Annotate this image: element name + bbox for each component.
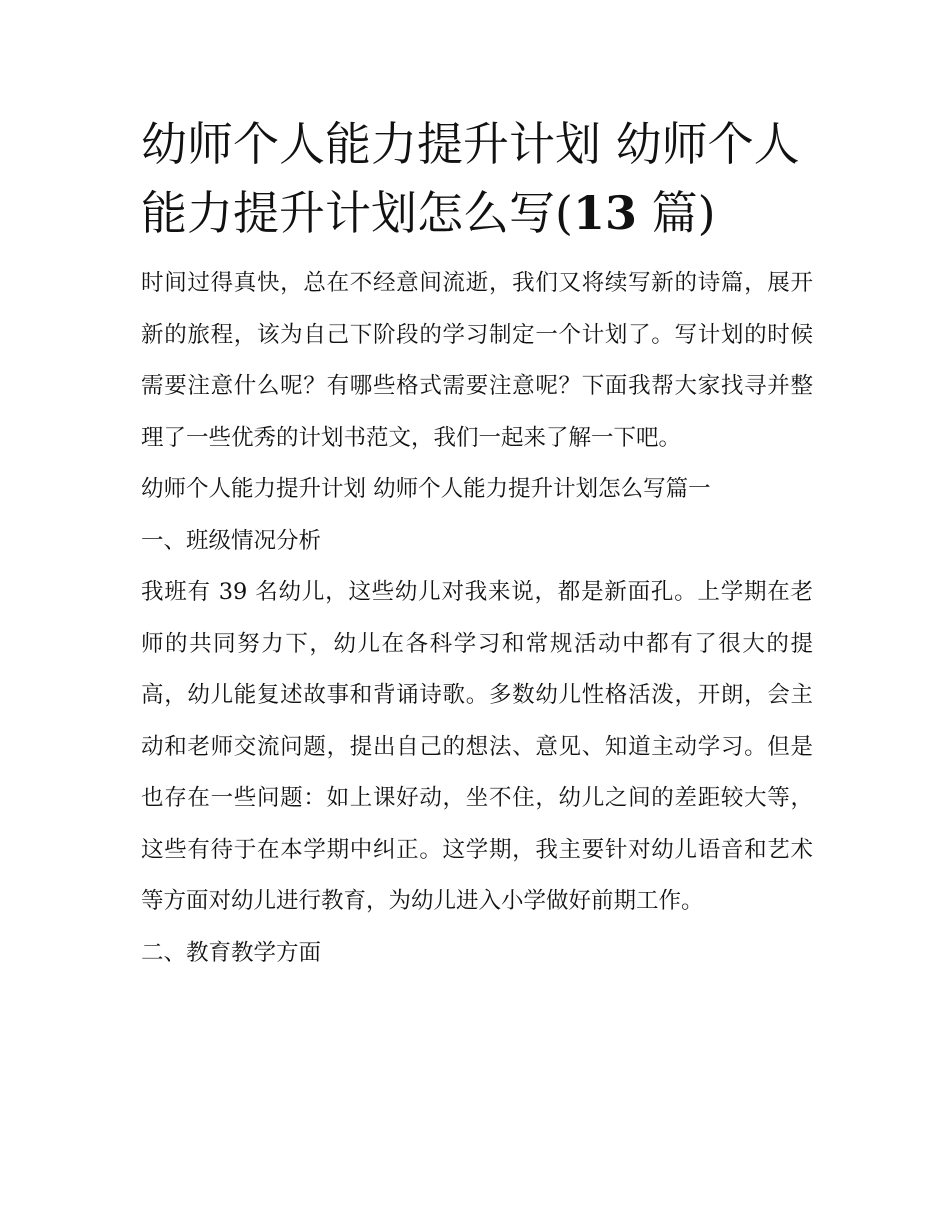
title-number: 13 [572,186,637,240]
body-class-analysis: 我班有 39 名幼儿，这些幼儿对我来说，都是新面孔。上学期在老师的共同努力下，幼儿在各科学习和常规活动中都有了很大的提高，幼儿能复述故事和背诵诗歌。多数幼儿性格活泼，开朗，会主动和老师交流问题，提出自己的想法、意见、知道主动学习。但是也存在一些问题：如上课好动，坐不住，幼儿之间的差距较大等，这些有待于在本学期中纠正。这学期，我主要针对幼儿语音和艺术等方面对幼儿进行教育，为幼儿进入小学做好前期工作。 [141,579,813,914]
document-title [141,110,813,248]
heading-teaching: 二、教育教学方面 [141,939,322,966]
document-page [141,110,813,979]
intro-paragraph: 时间过得真快，总在不经意间流逝，我们又将续写新的诗篇，展开新的旅程，该为自己下阶段的学习制定一个计划了。写计划的时候需要注意什么呢？有哪些格式需要注意呢？下面我帮大家找寻并整理了一些优秀的计划书范文，我们一起来了解一下吧。 [141,270,813,451]
heading-class-analysis: 一、班级情况分析 [141,527,322,554]
title-text-part2: 篇) [636,186,716,240]
section-title: 幼师个人能力提升计划 幼师个人能力提升计划怎么写篇一 [141,476,711,502]
title-text-part1: 幼师个人能力提升计划 幼师个人能力提升计划怎么写( [141,117,800,240]
